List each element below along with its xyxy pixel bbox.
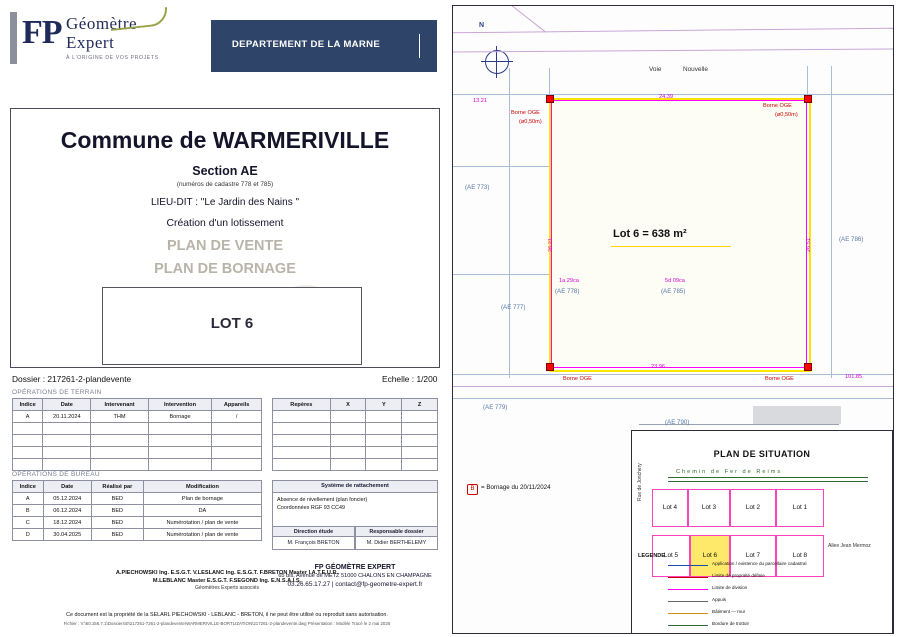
lieudit-label: LIEU-DIT : "Le Jardin des Nains " (150, 197, 300, 208)
table-row (273, 423, 438, 435)
partners-block (12, 570, 442, 591)
borne-marker-nw[interactable] (546, 95, 554, 103)
borne-sub-nw: (ø0,50m) (519, 119, 542, 125)
legend-swatch-2 (668, 577, 708, 578)
table-row (273, 447, 438, 459)
cadastral-line-h2 (453, 166, 549, 167)
cell: BED (91, 505, 143, 517)
situation-road-line (668, 477, 868, 478)
table-row (13, 517, 262, 529)
firm-address: 65 bis, Avenue de METZ 51000 CHALONS EN CHAMPAGNE (278, 573, 432, 579)
cadastral-line-h3 (453, 274, 549, 275)
cadastral-line-v2 (831, 66, 832, 378)
plan-bornage-label: PLAN DE BORNAGE (154, 261, 296, 277)
cell: BED (91, 517, 143, 529)
borne-label-ne: Borne OGE (763, 103, 792, 109)
legend-item-4: Appuis (712, 597, 727, 602)
table-row (273, 459, 438, 471)
col-modification: Modification (143, 481, 261, 493)
cell: BED (91, 529, 143, 541)
table-row (13, 447, 262, 459)
table-header-row (13, 481, 262, 493)
responsable-dossier-value: M. Didier BERTHELEMY (355, 537, 438, 550)
operations-terrain-table (12, 398, 262, 471)
logo-name-line1: Géomètre (66, 14, 138, 33)
situation-road-label: Chemin de Fer de Reims (676, 469, 783, 475)
cadastral-line-v3 (549, 68, 550, 98)
col-reperes: Repères (273, 399, 331, 411)
col-y: Y (366, 399, 402, 411)
cell: D (13, 529, 44, 541)
situation-title: PLAN DE SITUATION (713, 449, 811, 459)
situation-side-label-2: Allee Jean Mermoz (828, 543, 871, 549)
legend-swatch-3 (668, 589, 708, 590)
north-arrow (467, 16, 523, 78)
situation-lot-5[interactable]: Lot 5 (652, 535, 690, 577)
col-indice: Indice (13, 399, 43, 411)
section-label: Section AE (192, 164, 258, 178)
table-row (13, 423, 262, 435)
borne-marker-sw[interactable] (546, 363, 554, 371)
street-label-2: Nouvelle (683, 66, 708, 73)
firm-name: FP GÉOMÈTRE EXPERT (314, 564, 396, 571)
creation-label: Création d'un lotissement (166, 218, 284, 229)
cell: / (212, 411, 262, 423)
lot-number-box (102, 287, 362, 365)
logo-tagline: À L'ORIGINE DE VOS PROJETS (66, 55, 159, 61)
surface-785-ref: (AE 785) (661, 288, 686, 295)
company-logo (10, 8, 190, 70)
table-row (13, 459, 262, 471)
col-intervention: Intervention (148, 399, 211, 411)
rattachement-line1: Absence de nivellement (plan foncier) (277, 497, 368, 503)
situation-lot-1[interactable]: Lot 1 (776, 489, 824, 527)
borne-label-nw: Borne OGE (511, 110, 540, 116)
cell: DA (143, 505, 261, 517)
dimension-right: 26.51 (806, 238, 812, 252)
table-row (13, 435, 262, 447)
partners-line1: A.PIECHOWSKI Ing. E.S.G.T. V.LESLANC Ing. E.S.G.T. F.BRETON Master I.A.T.E.U.R. (115, 570, 339, 576)
table-row (273, 435, 438, 447)
plan-vente-label: PLAN DE VENTE (166, 238, 283, 254)
lot-area-label: Lot 6 = 638 m² (613, 228, 687, 240)
logo-name-line2: Expert (66, 33, 115, 52)
reperes-table (272, 398, 438, 471)
rattachement-line2: Coordonnées RGF 93 CC49 (277, 505, 346, 512)
legend-swatch-5 (668, 613, 708, 614)
situation-road-line2 (668, 481, 868, 482)
legend-swatch-4 (668, 601, 708, 602)
cell: BED (91, 493, 143, 505)
situation-side-label-1: Rue de Jonchery (637, 463, 643, 501)
logo-mark-icon (10, 12, 62, 64)
building-block (753, 406, 841, 424)
operations-bureau-heading: OPÉRATIONS DE BUREAU (12, 471, 100, 478)
legend-item-5: Bâtiment — mur (712, 609, 746, 614)
bornage-symbol: B (467, 484, 478, 495)
situation-legend-title: LEGENDE (638, 553, 666, 559)
cell: 18.12.2024 (43, 517, 91, 529)
partners-line3: Géomètres Experts associés (195, 585, 259, 591)
logo-swoosh-icon (109, 7, 169, 31)
footer-legal: Ce document est la propriété de la SELARL PIECHOWSKI - LEBLANC - BRETON, il ne peut être utilisé ou reproduit sans autorisation. (66, 612, 388, 618)
title-card (10, 108, 440, 368)
dimension-bottom: 23.96 (651, 364, 665, 370)
situation-lot-6[interactable]: Lot 6 (690, 535, 730, 577)
cell: Numérotation / plan de vente (143, 529, 261, 541)
cadastral-line-h1 (453, 94, 893, 95)
cadastral-line-v4 (807, 66, 808, 98)
road-line-lower (453, 386, 893, 387)
responsables-box (272, 526, 438, 550)
borne-label-se: Borne OGE (765, 376, 794, 382)
cell: B (13, 505, 44, 517)
situation-lot-4[interactable]: Lot 4 (652, 489, 688, 527)
legend-item-3: Limite de division (712, 585, 748, 590)
borne-label-sw: Borne OGE (563, 376, 592, 382)
table-row (13, 493, 262, 505)
col-appareils: Appareils (212, 399, 262, 411)
surface-778: 1a 29ca (559, 278, 579, 284)
direction-etude-value: M. François BRETON (272, 537, 355, 550)
col-date: Date (43, 481, 91, 493)
cell: 06.12.2024 (43, 505, 91, 517)
legend-item-2: Limite de propriété définie (712, 573, 765, 578)
footer-path: Fichier : V:\60.156.7.1\Dossiers\0\217261-7261-2-plandevente\WARMERIVILLE-BORTLIZATION\217261-2-plandevente.dwg Présentation : Modèle Tracé le 2 mai 2025 (63, 621, 391, 626)
borne-sub-ne: (ø0,50m) (775, 112, 798, 118)
lot-number-label: LOT 6 (210, 315, 254, 332)
table-row (13, 411, 262, 423)
cell: THM (91, 411, 149, 423)
department-banner-rule (419, 34, 420, 58)
cadastral-line-h4 (453, 374, 893, 375)
logo-initials: FP (22, 14, 62, 51)
responsable-dossier-header: Responsable dossier (355, 526, 438, 537)
department-banner-label: DEPARTEMENT DE LA MARNE (231, 39, 381, 50)
col-z: Z (402, 399, 438, 411)
legend-swatch-1 (668, 565, 708, 566)
compass-icon (485, 50, 509, 74)
cell: 30.04.2025 (43, 529, 91, 541)
operations-terrain-heading: OPÉRATIONS DE TERRAIN (12, 389, 102, 396)
parcel-ref-773: (AE 773) (465, 184, 490, 191)
cell: A (13, 411, 43, 423)
partners-line2: M.LEBLANC Master E.S.G.T. F.SEGOND Ing. E.N.S.A.I.S. (152, 578, 302, 584)
parcel-ref-777: (AE 777) (501, 304, 526, 311)
borne-marker-ne[interactable] (804, 95, 812, 103)
cell: A (13, 493, 44, 505)
legend-swatch-6 (668, 625, 708, 626)
table-row (13, 529, 262, 541)
situation-lot-7[interactable]: Lot 7 (730, 535, 776, 577)
cell: C (13, 517, 44, 529)
col-indice: Indice (13, 481, 44, 493)
parcel-ref-779: (AE 779) (483, 404, 508, 411)
lot-area-underline (611, 246, 731, 247)
dimension-offset-left: 13.21 (473, 98, 487, 104)
cell: Bornage (148, 411, 211, 423)
situation-lot-2[interactable]: Lot 2 (730, 489, 776, 527)
col-date: Date (43, 399, 91, 411)
echelle-label: Echelle : 1/200 (382, 374, 438, 384)
cadastral-plan (452, 5, 894, 634)
cell: 05.12.2024 (43, 493, 91, 505)
parcel-ref-786: (AE 786) (839, 236, 864, 243)
cell: Numérotation / plan de vente (143, 517, 261, 529)
situation-inset (631, 430, 893, 634)
col-realise-par: Réalisé par (91, 481, 143, 493)
north-label: N (479, 22, 485, 29)
cadastral-line-h5 (453, 398, 893, 399)
dossier-label: Dossier : 217261-2-plandevente (12, 374, 132, 384)
rattachement-heading: Système de rattachement (272, 480, 438, 493)
table-row (13, 505, 262, 517)
commune-title: Commune de WARMERIVILLE (60, 127, 390, 153)
cadastral-line-v1 (509, 68, 510, 378)
cell: 20.11.2024 (43, 411, 91, 423)
bornage-note: = Bornage du 20/11/2024 (481, 484, 551, 491)
right-panel (447, 0, 897, 637)
street-label-1: Voie (649, 66, 662, 73)
borne-marker-se[interactable] (804, 363, 812, 371)
surface-778-ref: (AE 778) (555, 288, 580, 295)
surface-785: 5d 09ca (665, 278, 685, 284)
left-panel (0, 0, 447, 637)
cell: Plan de bornage (143, 493, 261, 505)
table-header-row (13, 399, 262, 411)
situation-lot-3[interactable]: Lot 3 (688, 489, 730, 527)
firm-contact[interactable]: 03.26.65.17.27 | contact@fp-geometre-expert.fr (287, 581, 423, 588)
dimension-offset-right: 101.85 (845, 374, 863, 380)
cadastre-note: (numéros de cadastre 778 et 785) (176, 181, 274, 188)
col-intervenant: Intervenant (91, 399, 149, 411)
operations-bureau-table (12, 480, 262, 541)
legend-item-1: Application / existence du parcellaire cadastral (712, 561, 807, 566)
dimension-top: 24.39 (659, 94, 673, 100)
table-row (273, 411, 438, 423)
legend-item-6: Bordure de trottoir (712, 621, 750, 626)
table-header-row (273, 399, 438, 411)
situation-lot-8[interactable]: Lot 8 (776, 535, 824, 577)
col-x: X (330, 399, 366, 411)
parcel-ref-790: (AE 790) (665, 419, 690, 426)
department-banner (211, 20, 437, 72)
direction-etude-header: Direction étude (272, 526, 355, 537)
dimension-left: 26.21 (548, 238, 554, 252)
